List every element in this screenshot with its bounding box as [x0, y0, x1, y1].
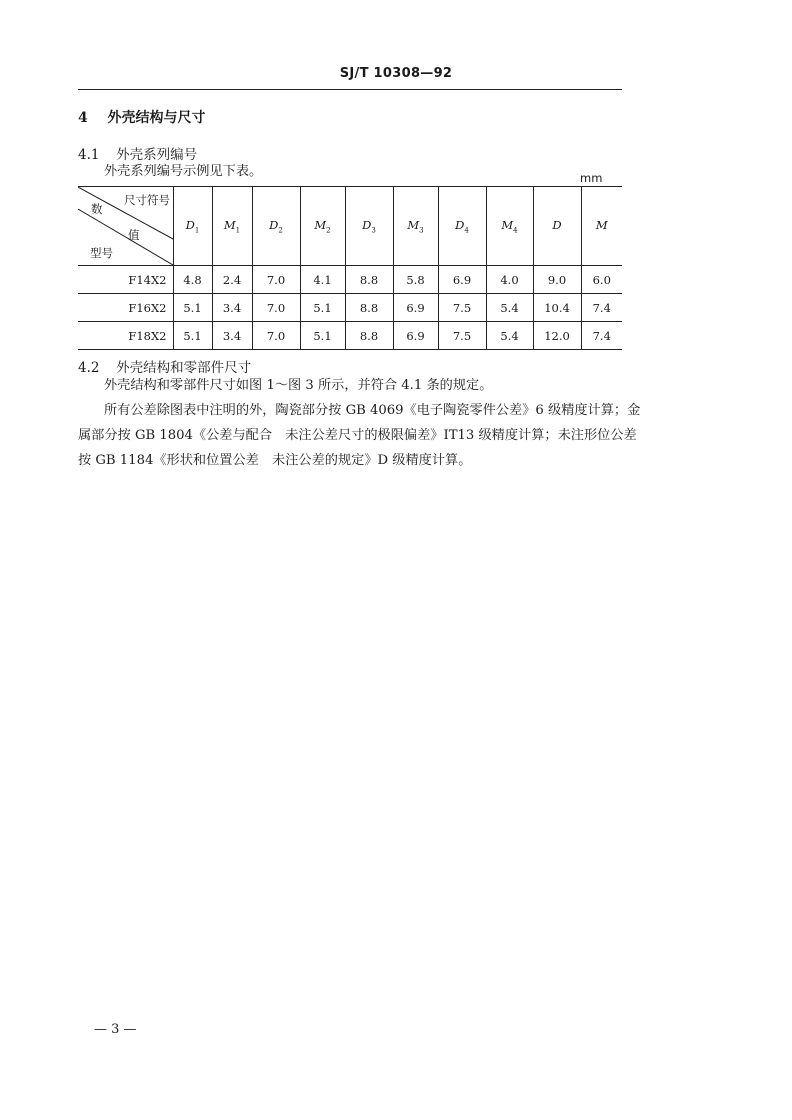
- corner-zhi-label: 值: [128, 228, 140, 242]
- table-cell: 5.1: [173, 294, 212, 322]
- table-cell: 7.0: [252, 294, 300, 322]
- corner-model-label: 型号: [90, 246, 113, 260]
- table-cell: 7.4: [581, 294, 622, 322]
- table-cell: 4.8: [173, 266, 212, 294]
- row-model: F18X2: [78, 322, 173, 350]
- column-header: $D_2$: [252, 187, 300, 266]
- table-cell: 10.4: [533, 294, 581, 322]
- section-4-title: 外壳结构与尺寸: [107, 110, 206, 126]
- page-number: — 3 —: [94, 1022, 137, 1037]
- corner-symbol-label: 尺寸符号: [124, 193, 170, 207]
- table-cell: 7.4: [581, 322, 622, 350]
- column-header: $M_4$: [486, 187, 533, 266]
- section-4-2-number: 4.2: [78, 360, 100, 376]
- row-model: F14X2: [78, 266, 173, 294]
- section-4-2-para-1: 外壳结构和零部件尺寸如图 1～图 3 所示，并符合 4.1 条的规定。: [104, 378, 493, 393]
- table-cell: 9.0: [533, 266, 581, 294]
- table-cell: 5.4: [486, 322, 533, 350]
- table-cell: 6.9: [438, 266, 486, 294]
- section-4-heading: [78, 107, 206, 127]
- table-cell: 5.1: [173, 322, 212, 350]
- table-cell: 2.4: [212, 266, 252, 294]
- table-cell: 5.1: [300, 294, 345, 322]
- table-cell: 7.5: [438, 322, 486, 350]
- section-4-2-para-2-line-3: 按 GB 1184《形状和位置公差 未注公差的规定》D 级精度计算。: [78, 453, 472, 468]
- table-cell: 8.8: [345, 322, 393, 350]
- section-4-2-para-2-line-1: 所有公差除图表中注明的外，陶瓷部分按 GB 4069《电子陶瓷零件公差》6 级精度计算；金: [104, 403, 641, 418]
- row-model: F16X2: [78, 294, 173, 322]
- column-header: M: [581, 187, 622, 266]
- column-header: $M_2$: [300, 187, 345, 266]
- table-cell: 5.1: [300, 322, 345, 350]
- table-cell: 8.8: [345, 266, 393, 294]
- table-row: [78, 266, 622, 294]
- column-header: $M_3$: [393, 187, 438, 266]
- table-cell: 7.0: [252, 266, 300, 294]
- column-header: $D_1$: [173, 187, 212, 266]
- shell-series-table: [78, 186, 622, 350]
- section-4-number: 4: [78, 110, 88, 126]
- section-4-2-title: 外壳结构和零部件尺寸: [116, 360, 252, 376]
- table-cell: 4.0: [486, 266, 533, 294]
- table-cell: 6.9: [393, 322, 438, 350]
- table-cell: 5.4: [486, 294, 533, 322]
- document-header-code: SJ/T 10308—92: [339, 66, 453, 81]
- header-rule: [78, 89, 622, 90]
- table-row: [78, 322, 622, 350]
- section-4-1-title: 外壳系列编号: [116, 147, 198, 163]
- table-cell: 6.9: [393, 294, 438, 322]
- table-cell: 8.8: [345, 294, 393, 322]
- table-cell: 4.1: [300, 266, 345, 294]
- section-4-2-heading: [78, 356, 251, 376]
- table-cell: 5.8: [393, 266, 438, 294]
- section-4-2-para-2-line-2: 属部分按 GB 1804《公差与配合 未注公差尺寸的极限偏差》IT13 级精度计算；未注形位公差: [78, 428, 637, 443]
- section-4-1-number: 4.1: [78, 147, 100, 163]
- table-cell: 7.5: [438, 294, 486, 322]
- table-corner-cell: [78, 187, 173, 266]
- table-cell: 3.4: [212, 322, 252, 350]
- corner-shu-label: 数: [91, 202, 103, 216]
- column-header: D: [533, 187, 581, 266]
- table-cell: 12.0: [533, 322, 581, 350]
- column-header: $M_1$: [212, 187, 252, 266]
- unit-label: mm: [580, 171, 603, 185]
- table-cell: 7.0: [252, 322, 300, 350]
- table-header-row: [78, 187, 622, 266]
- table-row: [78, 294, 622, 322]
- column-header: $D_3$: [345, 187, 393, 266]
- table-cell: 6.0: [581, 266, 622, 294]
- section-4-1-intro: 外壳系列编号示例见下表。: [104, 164, 263, 179]
- table-cell: 3.4: [212, 294, 252, 322]
- column-header: $D_4$: [438, 187, 486, 266]
